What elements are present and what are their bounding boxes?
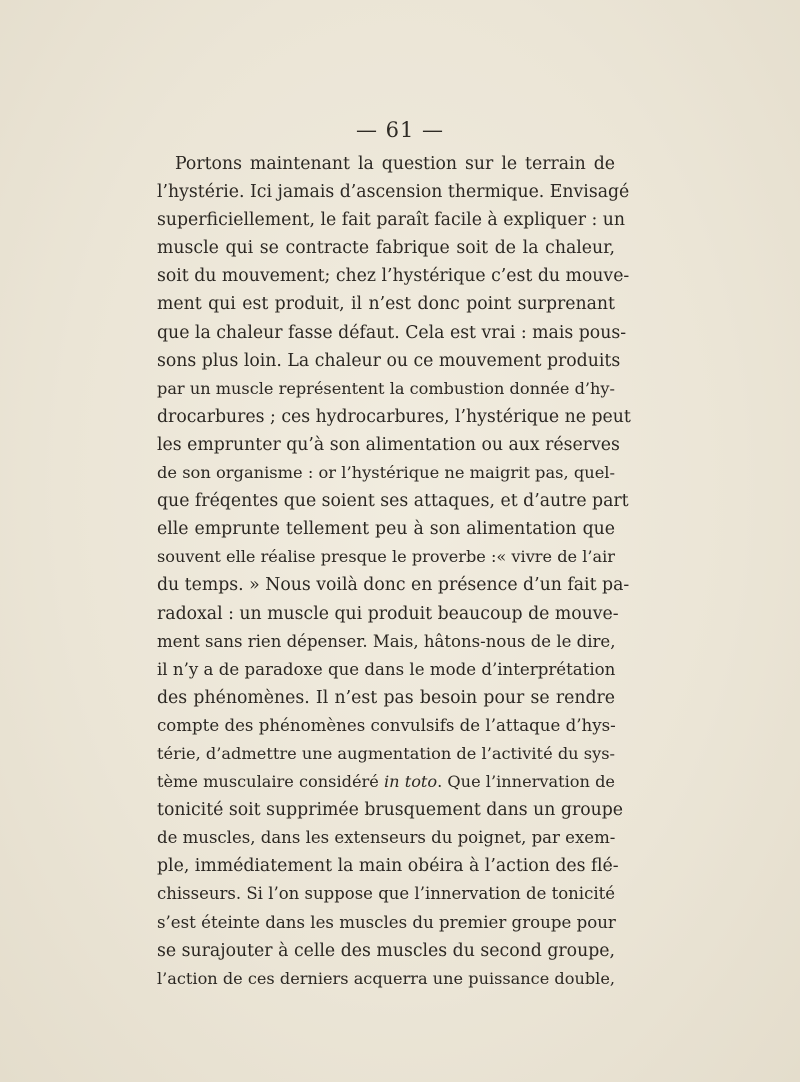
text-line: ment qui est produit, il n’est donc point surprenant [157, 294, 615, 315]
text-line: par un muscle représentent la combustion donnée d’hy- [157, 378, 615, 398]
text-line: du temps. » Nous voilà donc en présence d’un fait pa- [157, 575, 630, 596]
text-line: elle emprunte tellement peu à son alimentation que [157, 519, 615, 540]
text-line: que fréqentes que soient ses attaques, et d’autre part [157, 491, 629, 512]
text-line: l’action de ces derniers acquerra une puissance double, [157, 968, 615, 988]
text-line: soit du mouvement; chez l’hystérique c’est du mouve- [157, 266, 630, 287]
text-line: de son organisme : or l’hystérique ne maigrit pas, quel- [157, 463, 615, 483]
body-paragraph [157, 150, 631, 993]
text-line: ple, immédiatement la main obéira à l’action des flé- [157, 856, 619, 877]
text-line: muscle qui se contracte fabrique soit de la chaleur, [157, 238, 615, 259]
text-line: térie, d’admettre une augmentation de l’activité du sys- [157, 743, 615, 763]
text-line: sons plus loin. La chaleur ou ce mouvement produits [157, 350, 621, 371]
text-line-with-italic [157, 768, 615, 796]
text-segment: . Que l’innervation de [437, 772, 615, 792]
text-line: s’est éteinte dans les muscles du premier groupe pour [157, 912, 616, 932]
text-line: ment sans rien dépenser. Mais, hâtons-nous de le dire, [157, 631, 616, 651]
text-line: que la chaleur fasse défaut. Cela est vrai : mais pous- [157, 322, 627, 343]
text-segment: tème musculaire considéré [157, 772, 384, 792]
text-line: compte des phénomènes convulsifs de l’attaque d’hys- [157, 715, 616, 735]
text-line: il n’y a de paradoxe que dans le mode d’interprétation [157, 659, 616, 679]
text-line: souvent elle réalise presque le proverbe :« vivre de l’air [157, 547, 615, 567]
text-line: de muscles, dans les extenseurs du poignet, par exem- [157, 828, 616, 848]
text-line: Portons maintenant la question sur le terrain de [175, 154, 615, 174]
text-line: l’hystérie. Ici jamais d’ascension thermique. Envisagé [157, 182, 630, 203]
text-line: chisseurs. Si l’on suppose que l’innervation de tonicité [157, 884, 615, 904]
text-line: tonicité soit supprimée brusquement dans un groupe [157, 800, 624, 821]
text-line: les emprunter qu’à son alimentation ou aux réserves [157, 434, 620, 455]
text-line: drocarbures ; ces hydrocarbures, l’hystérique ne peut [157, 406, 631, 427]
text-line: superficiellement, le fait paraît facile à expliquer : un [157, 210, 626, 231]
text-line: des phénomènes. Il n’est pas besoin pour se rendre [157, 687, 615, 708]
text-line: se surajouter à celle des muscles du second groupe, [157, 940, 615, 961]
text-line: radoxal : un muscle qui produit beaucoup de mouve- [157, 603, 619, 624]
page-number: — 61 — [355, 118, 445, 142]
italic-phrase: in toto [383, 772, 438, 792]
